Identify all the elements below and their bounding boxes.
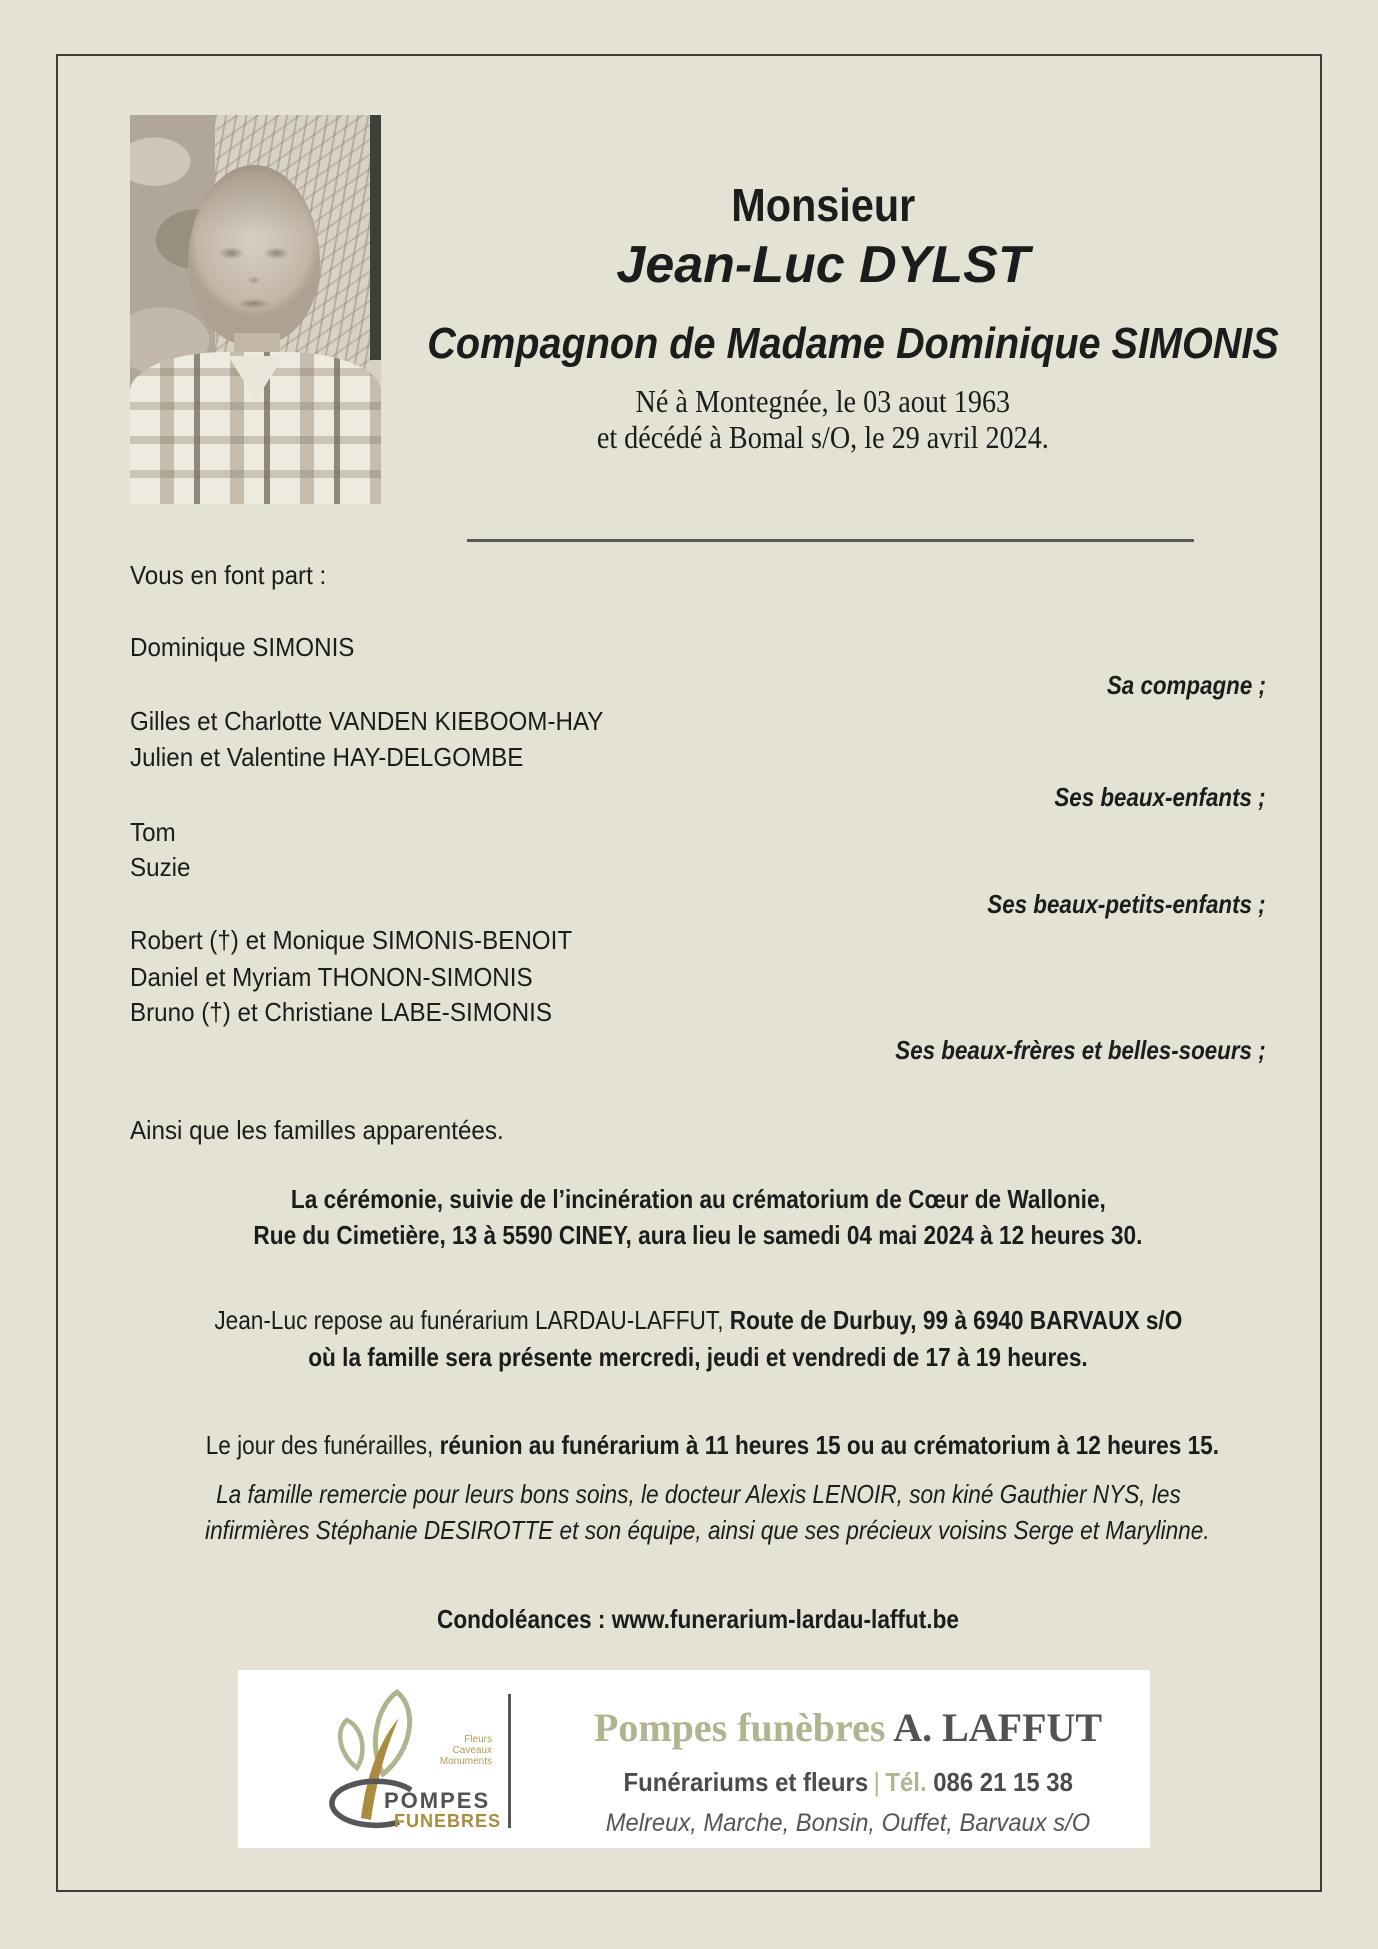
mourning-card <box>56 54 1322 1892</box>
family-name-row: Suzie <box>130 852 191 882</box>
logo-tag-monuments: Monuments <box>439 1756 492 1767</box>
brand-laffut: A. LAFFUT <box>893 1705 1103 1750</box>
logo-divider-bar <box>508 1694 511 1828</box>
funeral-home-banner <box>238 1670 1150 1848</box>
deceased-name: Jean-Luc DYLST <box>616 236 1030 294</box>
tel-label: Tél. <box>885 1767 934 1797</box>
relationship-label: Ses beaux-petits-enfants ; <box>987 889 1266 919</box>
funeral-day-normal: Le jour des funérailles, <box>205 1430 440 1460</box>
funeral-home-name <box>558 1700 1138 1756</box>
tel-number: 086 21 15 38 <box>933 1767 1073 1797</box>
relationship-label: Ses beaux-frères et belles-soeurs ; <box>895 1035 1266 1065</box>
repose-normal: Jean-Luc repose au funérarium LARDAU-LAFFUT, <box>214 1305 730 1335</box>
relation-line: Compagnon de Madame Dominique SIMONIS <box>427 319 1279 368</box>
repose-address: Route de Durbuy, 99 à 6940 BARVAUX s/O <box>729 1305 1182 1335</box>
family-name-row: Gilles et Charlotte VANDEN KIEBOOM-HAY <box>130 706 604 736</box>
portrait-photo <box>130 115 381 504</box>
logo-tag-caveaux: Caveaux <box>452 1745 492 1756</box>
intro-line: Vous en font part : <box>130 560 327 590</box>
relationship-label: Sa compagne ; <box>1106 670 1266 700</box>
funeral-day-times: réunion au funérarium à 11 heures 15 ou au crématorium à 12 heures 15. <box>439 1430 1220 1460</box>
repose-line-2: où la famille sera présente mercredi, jeudi et vendredi de 17 à 19 heures. <box>308 1342 1088 1372</box>
thanks-line-1: La famille remercie pour leurs bons soins, le docteur Alexis LENOIR, son kiné Gauthier NYS, les <box>215 1479 1181 1509</box>
ceremony-line-2: Rue du Cimetière, 13 à 5590 CINEY, aura lieu le samedi 04 mai 2024 à 12 heures 30. <box>253 1220 1143 1250</box>
logo-word-funebres: FUNEBRES <box>394 1811 502 1831</box>
ceremony-line-1: La cérémonie, suivie de l’incinération au crématorium de Cœur de Wallonie, <box>290 1184 1106 1214</box>
funeral-home-services-line <box>558 1765 1138 1799</box>
services-label: Funérariums et fleurs <box>623 1767 868 1797</box>
family-name-row: Julien et Valentine HAY-DELGOMBE <box>130 742 524 772</box>
family-name-row: Tom <box>130 817 176 847</box>
civility-title: Monsieur <box>730 179 916 231</box>
horizontal-divider <box>467 539 1194 542</box>
family-name-row: Dominique SIMONIS <box>130 632 355 662</box>
logo-services-tags <box>434 1734 492 1767</box>
family-name-row: Bruno (†) et Christiane LABE-SIMONIS <box>130 997 552 1027</box>
condolences-website: Condoléances : www.funerarium-lardau-laffut.be <box>437 1604 959 1634</box>
funeral-home-cities: Melreux, Marche, Bonsin, Ouffet, Barvaux s/O <box>605 1809 1091 1837</box>
separator-bar: | <box>873 1767 880 1797</box>
repose-line-1 <box>130 1302 1266 1338</box>
brand-pompes-funebres: Pompes funèbres <box>593 1705 894 1750</box>
death-line: et décédé à Bomal s/O, le 29 avril 2024. <box>597 419 1049 455</box>
birth-line: Né à Montegnée, le 03 aout 1963 <box>635 383 1011 419</box>
relationship-label: Ses beaux-enfants ; <box>1054 782 1266 812</box>
family-name-row: Robert (†) et Monique SIMONIS-BENOIT <box>130 925 573 955</box>
logo-tag-fleurs: Fleurs <box>464 1734 492 1745</box>
closing-line: Ainsi que les familles apparentées. <box>130 1115 504 1145</box>
thanks-line-2: infirmières Stéphanie DESIROTTE et son équipe, ainsi que ses précieux voisins Serge et Marylinne. <box>205 1515 1210 1545</box>
funeral-day-line <box>130 1427 1266 1463</box>
family-name-row: Daniel et Myriam THONON-SIMONIS <box>130 962 533 992</box>
logo-word-pompes: POMPES <box>384 1788 491 1813</box>
